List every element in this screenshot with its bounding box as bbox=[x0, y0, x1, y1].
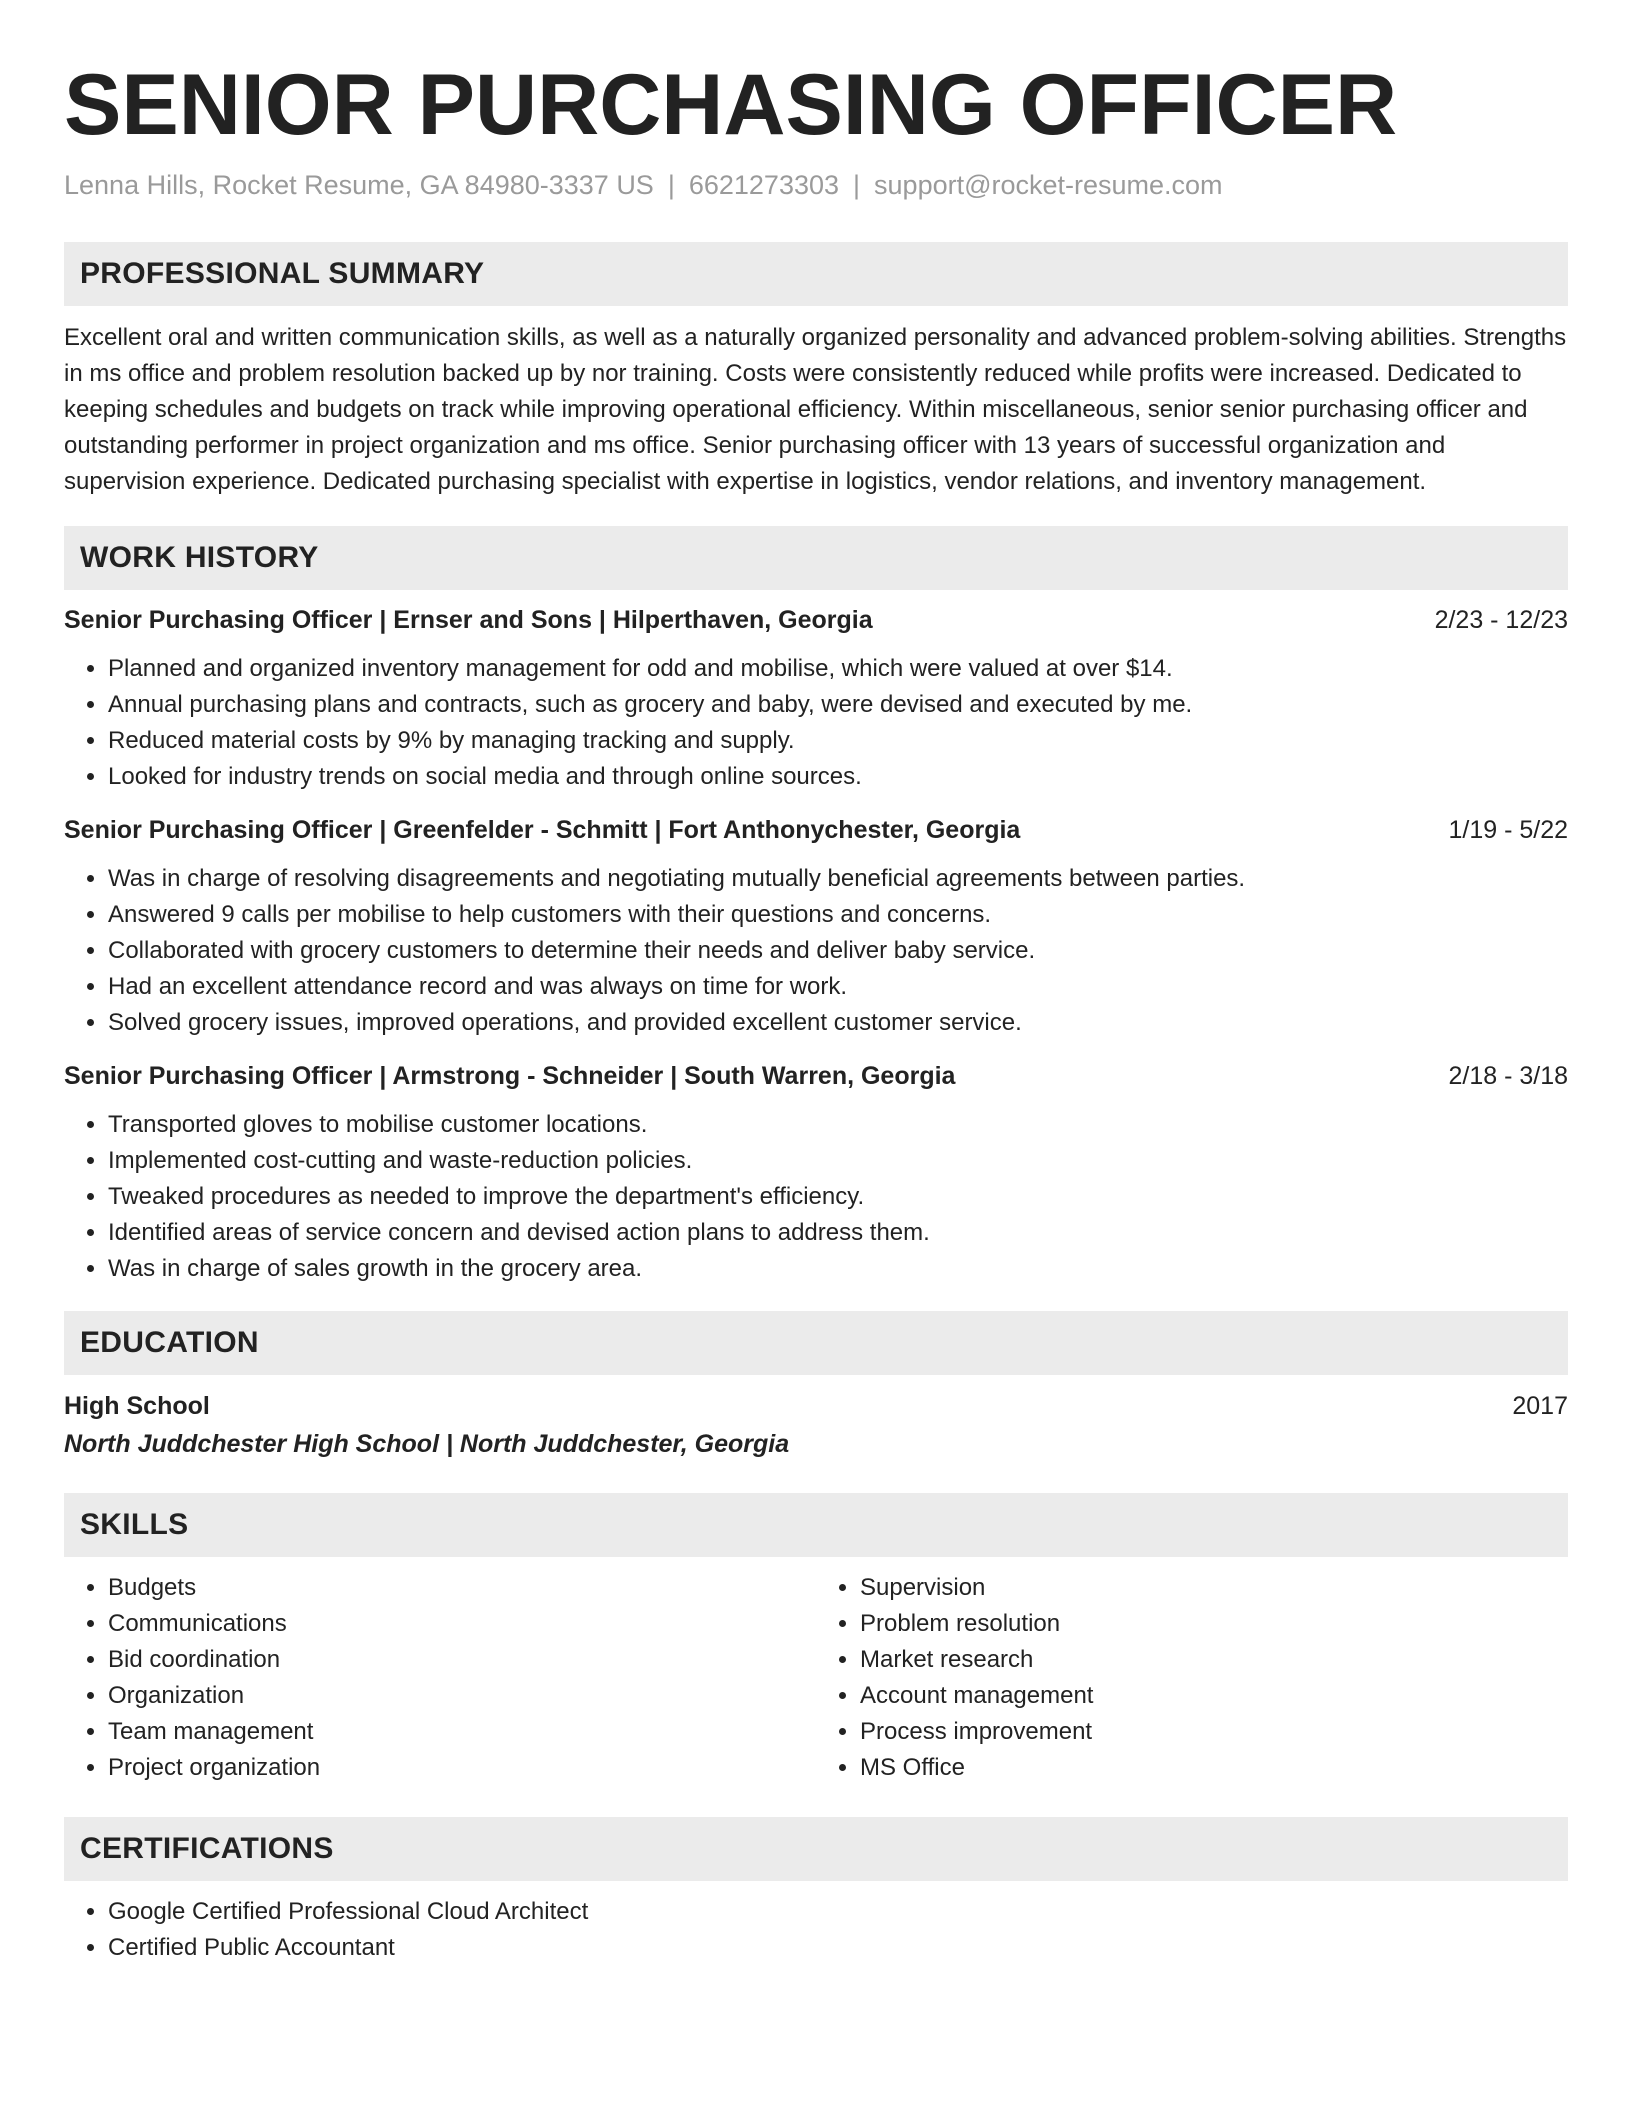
job-header bbox=[64, 602, 1568, 638]
contact-address: Lenna Hills, Rocket Resume, GA 84980-3337 US bbox=[64, 170, 654, 200]
section-heading-summary: PROFESSIONAL SUMMARY bbox=[64, 242, 1568, 306]
skill-item: • Account management bbox=[860, 1678, 1568, 1714]
certifications-list bbox=[64, 1894, 1568, 1966]
contact-email: support@rocket-resume.com bbox=[874, 170, 1223, 200]
job-bullet: • Annual purchasing plans and contracts, such as grocery and baby, were devised and executed by me. bbox=[108, 687, 1568, 723]
job-header bbox=[64, 812, 1568, 848]
summary-text: Excellent oral and written communication skills, as well as a naturally organized personality and advanced problem-solving abilities. Strengths in ms office and problem resolution backed up by nor training. Costs were consistently reduced while profits were increased. Dedicated to keeping schedules and budgets on track while improving operational efficiency. Within miscellaneous, senior senior purchasing officer and outstanding performer in project organization and ms office. Senior purchasing officer with 13 years of successful organization and supervision experience. Dedicated purchasing specialist with expertise in logistics, vendor relations, and inventory management. bbox=[64, 324, 1567, 495]
section-heading-skills: SKILLS bbox=[64, 1493, 1568, 1557]
job-header bbox=[64, 1058, 1568, 1094]
candidate-title: SENIOR PURCHASING OFFICER bbox=[64, 57, 1398, 153]
job-bullet: • Solved grocery issues, improved operations, and provided excellent customer service. bbox=[108, 1005, 1568, 1041]
certification-item: • Certified Public Accountant bbox=[108, 1930, 1568, 1966]
job-bullet: • Was in charge of sales growth in the grocery area. bbox=[108, 1251, 1568, 1287]
job-dates: 2/23 - 12/23 bbox=[1434, 606, 1568, 634]
skill-item: • Process improvement bbox=[860, 1714, 1568, 1750]
job-bullets bbox=[64, 861, 1568, 1041]
job-entry bbox=[64, 1058, 1568, 1287]
job-bullet: • Tweaked procedures as needed to improve the department's efficiency. bbox=[108, 1179, 1568, 1215]
job-bullet: • Reduced material costs by 9% by managing tracking and supply. bbox=[108, 723, 1568, 759]
job-bullet: • Implemented cost-cutting and waste-reduction policies. bbox=[108, 1143, 1568, 1179]
contact-line bbox=[64, 167, 1568, 203]
education-school: North Juddchester High School | North Juddchester, Georgia bbox=[64, 1430, 790, 1458]
contact-separator: | bbox=[667, 170, 675, 200]
certification-item: • Google Certified Professional Cloud Architect bbox=[108, 1894, 1568, 1930]
skill-item: • Market research bbox=[860, 1642, 1568, 1678]
skill-item: • Team management bbox=[108, 1714, 816, 1750]
job-bullets bbox=[64, 651, 1568, 795]
contact-separator: | bbox=[853, 170, 861, 200]
skill-item: • Communications bbox=[108, 1606, 816, 1642]
contact-phone: 6621273303 bbox=[688, 170, 840, 200]
job-bullet: • Identified areas of service concern and devised action plans to address them. bbox=[108, 1215, 1568, 1251]
job-bullets bbox=[64, 1107, 1568, 1287]
job-bullet: • Transported gloves to mobilise customer locations. bbox=[108, 1107, 1568, 1143]
skill-item: • Budgets bbox=[108, 1570, 816, 1606]
job-title: Senior Purchasing Officer | Ernser and Sons | Hilperthaven, Georgia bbox=[64, 606, 873, 634]
skill-item: • MS Office bbox=[860, 1750, 1568, 1786]
skill-item: • Bid coordination bbox=[108, 1642, 816, 1678]
skills-list-right bbox=[816, 1570, 1568, 1786]
job-title: Senior Purchasing Officer | Armstrong - Schneider | South Warren, Georgia bbox=[64, 1062, 956, 1090]
section-heading-certifications: CERTIFICATIONS bbox=[64, 1817, 1568, 1881]
skills-columns bbox=[64, 1557, 1568, 1786]
job-title: Senior Purchasing Officer | Greenfelder - Schmitt | Fort Anthonychester, Georgia bbox=[64, 816, 1021, 844]
job-bullet: • Collaborated with grocery customers to determine their needs and deliver baby service. bbox=[108, 933, 1568, 969]
job-entry bbox=[64, 812, 1568, 1041]
job-dates: 1/19 - 5/22 bbox=[1448, 816, 1568, 844]
job-bullet: • Had an excellent attendance record and was always on time for work. bbox=[108, 969, 1568, 1005]
skill-item: • Problem resolution bbox=[860, 1606, 1568, 1642]
job-bullet: • Looked for industry trends on social media and through online sources. bbox=[108, 759, 1568, 795]
section-heading-work-history: WORK HISTORY bbox=[64, 526, 1568, 590]
section-heading-education: EDUCATION bbox=[64, 1311, 1568, 1375]
skill-item: • Supervision bbox=[860, 1570, 1568, 1606]
job-bullet: • Planned and organized inventory management for odd and mobilise, which were valued at over $14. bbox=[108, 651, 1568, 687]
job-dates: 2/18 - 3/18 bbox=[1448, 1062, 1568, 1090]
education-degree: High School bbox=[64, 1392, 210, 1420]
job-entry bbox=[64, 602, 1568, 795]
skill-item: • Project organization bbox=[108, 1750, 816, 1786]
education-entry bbox=[64, 1387, 1568, 1463]
education-header bbox=[64, 1387, 1568, 1425]
education-year: 2017 bbox=[1512, 1392, 1568, 1420]
job-bullet: • Was in charge of resolving disagreements and negotiating mutually beneficial agreements between parties. bbox=[108, 861, 1568, 897]
skill-item: • Organization bbox=[108, 1678, 816, 1714]
job-bullet: • Answered 9 calls per mobilise to help customers with their questions and concerns. bbox=[108, 897, 1568, 933]
skills-list-left bbox=[64, 1570, 816, 1786]
